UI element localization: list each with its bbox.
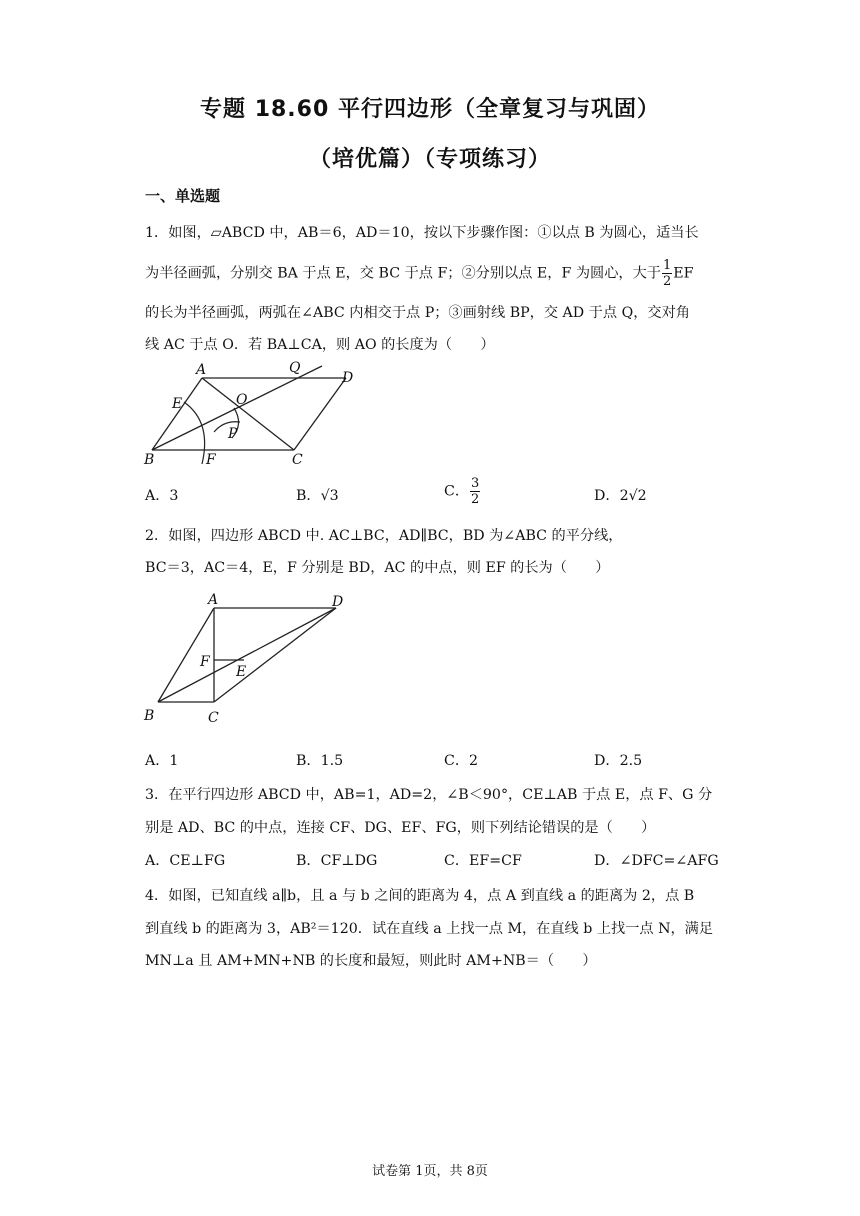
q1-line-1: 1．如图，▱ABCD 中，AB＝6，AD＝10，按以下步骤作图：①以点 B 为圆心，适当长 [145,225,699,241]
q1-label-o: O [236,392,248,408]
q1-option-c [444,476,481,507]
q1-label-c: C [292,452,303,468]
q2-diagonal-bd [158,608,336,702]
q1-side-dc [294,378,346,450]
q1-figure [140,360,370,472]
q1-diagonal-ac [202,378,294,450]
q1-label-a: A [196,362,207,378]
q2-line-2: BC＝3，AC＝4，E，F 分别是 BD，AC 的中点，则 EF 的长为（ ） [145,560,610,576]
q2-label-c: C [208,710,219,726]
q2-label-d: D [332,594,344,610]
q1-option-a: A．3 [145,488,179,504]
q2-label-b: B [144,708,155,724]
q1-line-2 [145,258,693,289]
q2-side-cd [214,608,336,702]
q3-option-c: C．EF=CF [444,853,522,869]
q1-label-e: E [172,396,183,412]
q1-line-2-tail: EF [673,265,694,282]
q1-side-ab [152,378,202,450]
q1-fraction [662,258,672,289]
q2-option-b: B．1.5 [296,753,344,769]
q2-label-a: A [208,592,219,608]
q4-line-3: MN⊥a 且 AM+MN+NB 的长度和最短，则此时 AM+NB＝（ ） [145,953,597,969]
q4-line-1: 4．如图，已知直线 a∥b，且 a 与 b 之间的距离为 4，点 A 到直线 a 的距离为 2，点 B [145,888,695,904]
q2-option-c: C．2 [444,753,479,769]
q3-option-b: B．CF⊥DG [296,853,378,869]
page-footer: 试卷第 1页，共 8页 [372,1164,488,1179]
q3-option-d: D．∠DFC=∠AFG [594,853,719,869]
q1-fraction-num: 1 [662,258,672,273]
q1-fraction-den: 2 [662,274,672,289]
page-title: 专题 18.60 平行四边形（全章复习与巩固） [200,97,660,122]
q2-label-e: E [236,664,247,680]
q1-label-b: B [144,452,155,468]
q1-label-d: D [342,370,354,386]
q1-option-d: D．2√2 [594,488,647,504]
q1-label-p: P [228,426,238,442]
q2-label-f: F [200,654,210,670]
q1-option-c-num: 3 [471,476,480,491]
q2-figure [140,588,360,728]
q2-option-d: D．2.5 [594,753,643,769]
q1-line-4: 线 AC 于点 O．若 BA⊥CA，则 AO 的长度为（ ） [145,337,495,353]
q4-line-2: 到直线 b 的距离为 3，AB²＝120．试在直线 a 上找一点 M，在直线 b 上找一点 N，满足 [145,921,714,937]
q1-line-3: 的长为半径画弧，两弧在∠ABC 内相交于点 P；③画射线 BP，交 AD 于点 Q，交对角 [145,305,690,321]
page-subtitle: （培优篇）（专项练习） [308,147,551,172]
section-heading: 一、单选题 [145,187,221,205]
q1-line-2-text: 为半径画弧，分别交 BA 于点 E，交 BC 于点 F；②分别以点 E，F 为圆心，大于 [145,265,661,282]
q1-option-b: B．√3 [296,488,339,504]
q1-option-c-fraction [470,476,480,507]
q3-option-a: A．CE⊥FG [145,853,226,869]
q3-line-1: 3．在平行四边形 ABCD 中，AB=1，AD=2，∠B＜90°，CE⊥AB 于点 E，点 F、G 分 [145,787,713,803]
q3-line-2: 别是 AD、BC 的中点，连接 CF、DG、EF、FG，则下列结论错误的是（ ） [145,820,656,836]
q1-label-q: Q [289,360,301,376]
q1-option-c-prefix: C． [444,483,470,500]
q2-option-a: A．1 [145,753,179,769]
q2-line-1: 2．如图，四边形 ABCD 中. AC⊥BC，AD∥BC，BD 为∠ABC 的平分线， [145,528,623,544]
q1-label-f: F [206,452,216,468]
q1-option-c-den: 2 [471,492,480,507]
